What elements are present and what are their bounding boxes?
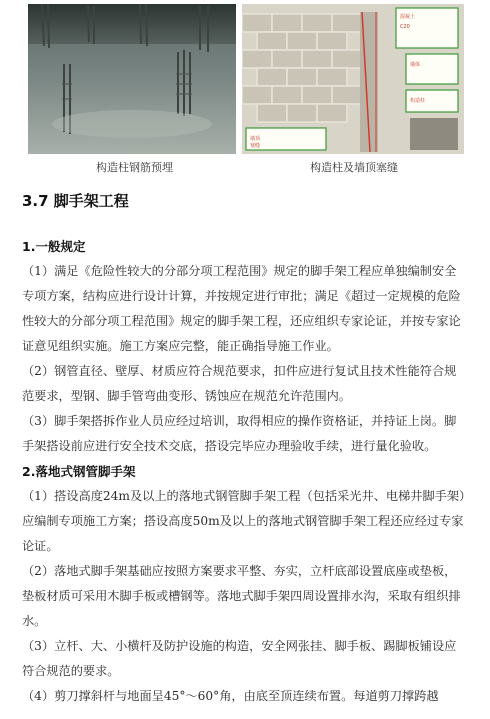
paragraph-5: （2）落地式脚手架基础应按照方案要求平整、夯实，立杆底部设置底座或垫板，垫板材质可采用木脚手板或槽钢等。落地式脚手架四周设置排水沟，采取有组织排水。 — [22, 564, 461, 628]
paragraph-2: （2）钢管直径、壁厚、材质应符合规范要求，扣件应进行复试且技术性能符合规范要求，型钢、脚手管弯曲变形、锈蚀应在规范允许范围内。 — [22, 364, 457, 403]
paragraph-4: （1）搭设高度24m及以上的落地式钢管脚手架工程（包括采光井、电梯井脚手架）应编制专项施工方案；搭设高度50m及以上的落地式钢管脚手架工程还应经过专家论证。 — [22, 489, 466, 553]
photo-strip — [28, 4, 464, 154]
paragraph-7: （4）剪刀撑斜杆与地面呈45°～60°角，由底至顶连续布置。每道剪刀撑跨越 — [22, 689, 439, 703]
rebar-photo-image — [28, 4, 236, 154]
wall-photo-image — [242, 4, 464, 154]
callout-text-4: 构造柱 — [410, 98, 426, 104]
heading-floor-scaffold: 2.落地式钢管脚手架 — [22, 464, 136, 479]
section-title: 3.7 脚手架工程 — [22, 192, 129, 210]
callout-text-3: 墙体 — [410, 62, 421, 68]
paragraph-6: （3）立杆、大、小横杆及防护设施的构造，安全网张挂、脚手板、踢脚板铺设应符合规范的要求。 — [22, 639, 457, 678]
callout-text-5: 墙顶 — [250, 136, 261, 142]
caption-left: 构造柱钢筋预埋 — [96, 161, 173, 174]
callout-text-1: 混凝土 — [400, 14, 416, 20]
photo-column-rebar — [28, 4, 236, 154]
callout-text-6: 塞缝 — [250, 143, 261, 149]
paragraph-3: （3）脚手架搭拆作业人员应经过培训，取得相应的操作资格证，并持证上岗。脚手架搭设前应进行安全技术交底，搭设完毕应办理验收手续，进行量化验收。 — [22, 414, 457, 453]
callout-text-2: C20 — [400, 24, 410, 30]
photo-column-wall-joint — [242, 4, 464, 154]
caption-right: 构造柱及墙顶塞缝 — [310, 161, 398, 174]
body-text — [22, 234, 468, 709]
heading-general-rules: 1.一般规定 — [22, 239, 86, 254]
paragraph-1: （1）满足《危险性较大的分部分项工程范围》规定的脚手架工程应单独编制安全专项方案，结构应进行设计计算，并按规定进行审批；满足《超过一定规模的危险性较大的分部分项工程范围》规定的脚手架工程，还应组织专家论证，并按专家论证意见组织实施。施工方案应完整，能正确指导施工作业。 — [22, 264, 461, 353]
